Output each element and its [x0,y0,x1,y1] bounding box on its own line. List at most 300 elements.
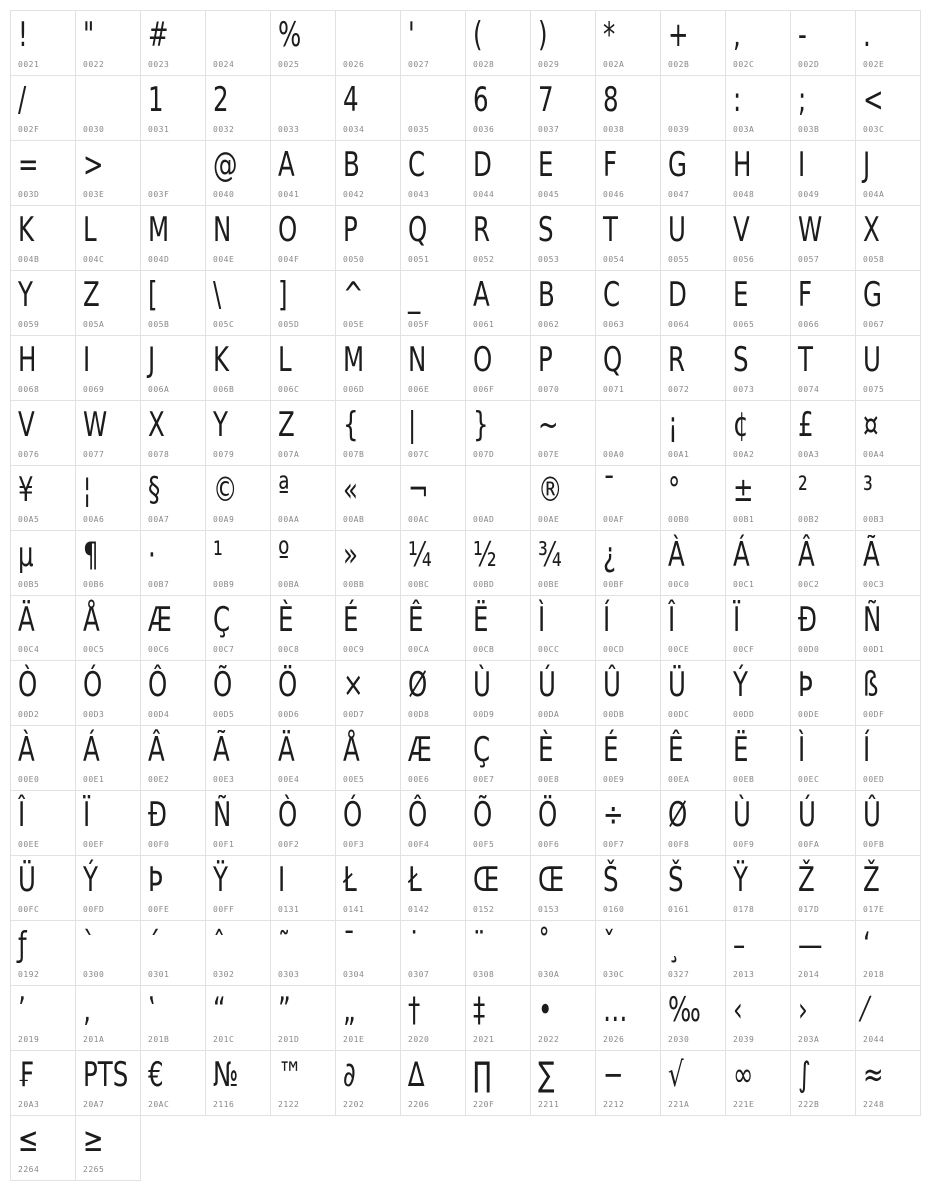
glyph-cell [10,270,76,336]
glyph-code-label: 0022 [83,60,105,69]
glyph-cell [465,855,531,921]
glyph-cell [400,985,466,1051]
glyph-code-label: 2018 [863,970,885,979]
glyph-code-label: 00D3 [83,710,105,719]
glyph-character: Ù [473,665,491,705]
glyph-cell [465,920,531,986]
glyph-cell [660,985,726,1051]
glyph-character: ³ [863,470,873,510]
glyph-character: O [473,340,493,380]
glyph-cell [595,725,661,791]
glyph-character: Ê [668,730,684,770]
glyph-character: ‛ [148,990,156,1030]
glyph-character: × [343,665,364,705]
glyph-cell [400,530,466,596]
glyph-character: ⁄ [863,990,868,1030]
glyph-code-label: 00C3 [863,580,885,589]
glyph-code-label: 20AC [148,1100,170,1109]
glyph-cell [595,530,661,596]
glyph-cell [75,335,141,401]
glyph-cell [725,10,791,76]
glyph-cell [725,920,791,986]
glyph-code-label: 0043 [408,190,430,199]
glyph-character: Þ [148,860,163,900]
glyph-cell [595,855,661,921]
glyph-code-label: 220F [473,1100,495,1109]
glyph-character: Å [83,600,100,640]
glyph-cell [270,660,336,726]
glyph-character: D [473,145,492,185]
glyph-cell [205,790,271,856]
glyph-cell [855,400,921,466]
glyph-cell [10,400,76,466]
glyph-character: V [18,405,35,445]
glyph-character: ¢ [733,405,749,445]
glyph-character: % [278,15,302,55]
glyph-character: ¹ [213,535,223,575]
glyph-code-label: 002C [733,60,755,69]
glyph-character: J [148,340,156,380]
glyph-code-label: 003D [18,190,40,199]
glyph-character: ÷ [603,795,624,835]
glyph-character: U [668,210,686,250]
glyph-character: Œ [473,860,500,900]
glyph-cell [10,205,76,271]
glyph-character: ¶ [83,535,99,575]
glyph-cell [855,660,921,726]
glyph-character: 8 [603,80,619,120]
glyph-code-label: 0039 [668,125,690,134]
glyph-character: Ø [408,665,428,705]
glyph-code-label: 0301 [148,970,170,979]
glyph-cell [205,920,271,986]
glyph-character: ™ [278,1055,303,1095]
glyph-code-label: 0069 [83,385,105,394]
glyph-cell [10,725,76,791]
glyph-character: - [798,15,807,55]
glyph-code-label: 0131 [278,905,300,914]
glyph-cell [465,660,531,726]
glyph-character: } [473,405,489,445]
glyph-cell [205,205,271,271]
glyph-cell [595,75,661,141]
glyph-character: … [603,990,628,1030]
glyph-cell [660,205,726,271]
glyph-cell [465,465,531,531]
glyph-cell [10,530,76,596]
glyph-code-label: 0161 [668,905,690,914]
glyph-code-label: 0076 [18,450,40,459]
glyph-character: ª [278,470,290,510]
glyph-character: — [798,925,823,965]
glyph-code-label: 00A2 [733,450,755,459]
glyph-code-label: 003C [863,125,885,134]
glyph-cell [75,790,141,856]
glyph-cell [270,270,336,336]
glyph-code-label: 00A4 [863,450,885,459]
glyph-code-label: 0067 [863,320,885,329]
glyph-code-label: 00F6 [538,840,560,849]
glyph-cell [10,855,76,921]
glyph-code-label: 00DF [863,710,885,719]
glyph-code-label: 00AD [473,515,495,524]
glyph-code-label: 005A [83,320,105,329]
glyph-cell [595,790,661,856]
glyph-code-label: 0308 [473,970,495,979]
glyph-character: ƒ [18,925,27,965]
glyph-code-label: 00AF [603,515,625,524]
glyph-character: Z [83,275,100,315]
glyph-cell [335,75,401,141]
glyph-code-label: 005B [148,320,170,329]
glyph-character: V [733,210,750,250]
glyph-cell [270,1050,336,1116]
glyph-cell [660,1050,726,1116]
glyph-code-label: 00B6 [83,580,105,589]
glyph-code-label: 00DB [603,710,625,719]
glyph-cell [270,10,336,76]
glyph-code-label: 0070 [538,385,560,394]
glyph-code-label: 003F [148,190,170,199]
glyph-cell [530,855,596,921]
glyph-character: Ó [83,665,103,705]
glyph-character: Î [18,795,26,835]
glyph-cell [595,10,661,76]
glyph-code-label: 00BF [603,580,625,589]
glyph-cell [725,985,791,1051]
glyph-character: Ð [798,600,817,640]
glyph-cell [465,790,531,856]
glyph-character: · [148,535,156,575]
glyph-cell [205,400,271,466]
glyph-cell [465,75,531,141]
glyph-character: L [278,340,292,380]
glyph-code-label: 0026 [343,60,365,69]
glyph-cell [400,790,466,856]
glyph-character: Ç [473,730,491,770]
glyph-cell [660,790,726,856]
glyph-code-label: 030A [538,970,560,979]
glyph-character: N [213,210,232,250]
glyph-character: Î [668,600,676,640]
glyph-code-label: 00CC [538,645,560,654]
glyph-character: 6 [473,80,489,120]
glyph-code-label: 0021 [18,60,40,69]
glyph-character: F [798,275,813,315]
glyph-cell [205,10,271,76]
glyph-cell [725,400,791,466]
glyph-cell [205,595,271,661]
glyph-character: É [343,600,359,640]
glyph-character: M [148,210,170,250]
glyph-code-label: 2248 [863,1100,885,1109]
glyph-code-label: 00D5 [213,710,235,719]
glyph-code-label: 00CE [668,645,690,654]
glyph-code-label: 006F [473,385,495,394]
glyph-cell [400,10,466,76]
glyph-code-label: 00B5 [18,580,40,589]
glyph-cell [790,1050,856,1116]
glyph-cell [595,140,661,206]
glyph-character: ˚ [538,925,551,965]
glyph-character: Ž [798,860,815,900]
glyph-grid [10,10,920,1180]
glyph-code-label: 00EB [733,775,755,784]
glyph-cell [335,530,401,596]
glyph-code-label: 0073 [733,385,755,394]
glyph-cell [595,920,661,986]
glyph-cell [10,920,76,986]
glyph-cell [75,140,141,206]
glyph-character: Ý [83,860,98,900]
glyph-code-label: 2264 [18,1165,40,1174]
glyph-code-label: 00D4 [148,710,170,719]
glyph-character: S [733,340,749,380]
glyph-character: Ú [538,665,556,705]
glyph-code-label: 00E5 [343,775,365,784]
glyph-character: Ü [668,665,686,705]
glyph-cell [660,10,726,76]
glyph-cell [140,400,206,466]
glyph-cell [335,725,401,791]
glyph-code-label: 00D2 [18,710,40,719]
glyph-character: ] [278,275,288,315]
glyph-cell [140,335,206,401]
glyph-code-label: 0064 [668,320,690,329]
glyph-cell [465,595,531,661]
glyph-code-label: 003A [733,125,755,134]
glyph-code-label: 0327 [668,970,690,979]
glyph-code-label: 00E8 [538,775,560,784]
glyph-character: Â [148,730,165,770]
glyph-cell [660,920,726,986]
glyph-character: R [668,340,686,380]
glyph-cell [205,660,271,726]
glyph-cell [660,595,726,661]
glyph-cell [465,1050,531,1116]
glyph-code-label: 0052 [473,255,495,264]
glyph-code-label: 004A [863,190,885,199]
glyph-code-label: 2044 [863,1035,885,1044]
glyph-cell [335,205,401,271]
glyph-code-label: 00FC [18,905,40,914]
glyph-cell [205,140,271,206]
glyph-character: Ø [668,795,688,835]
glyph-code-label: 00A9 [213,515,235,524]
glyph-code-label: 00DC [668,710,690,719]
glyph-cell [10,10,76,76]
glyph-character: J [863,145,871,185]
glyph-cell [400,660,466,726]
glyph-character: | [408,405,417,445]
glyph-cell [205,270,271,336]
glyph-character: ˆ [213,925,226,965]
glyph-character: ¡ [668,405,678,445]
glyph-cell [270,985,336,1051]
glyph-character: = [18,145,39,185]
glyph-cell [855,465,921,531]
glyph-character: Ë [733,730,749,770]
glyph-code-label: 0055 [668,255,690,264]
glyph-code-label: 2206 [408,1100,430,1109]
glyph-character: – [733,925,746,965]
glyph-code-label: 2020 [408,1035,430,1044]
glyph-code-label: 0152 [473,905,495,914]
glyph-code-label: 00BC [408,580,430,589]
glyph-code-label: 201B [148,1035,170,1044]
glyph-code-label: 0046 [603,190,625,199]
glyph-code-label: 0072 [668,385,690,394]
glyph-code-label: 00E4 [278,775,300,784]
glyph-code-label: 0300 [83,970,105,979]
glyph-character: . [863,15,871,55]
glyph-character: ¸ [668,925,681,965]
glyph-character: C [408,145,426,185]
glyph-cell [270,725,336,791]
glyph-cell [335,920,401,986]
glyph-cell [140,140,206,206]
glyph-code-label: 00F4 [408,840,430,849]
glyph-character: F [603,145,618,185]
glyph-character: ‡ [473,990,486,1030]
glyph-code-label: 00F2 [278,840,300,849]
glyph-cell [75,75,141,141]
glyph-cell [335,465,401,531]
glyph-cell [725,465,791,531]
glyph-code-label: 0025 [278,60,300,69]
glyph-code-label: 0178 [733,905,755,914]
glyph-code-label: 0053 [538,255,560,264]
glyph-code-label: 0036 [473,125,495,134]
glyph-character: № [213,1055,239,1095]
glyph-cell [855,725,921,791]
glyph-code-label: 00FB [863,840,885,849]
glyph-code-label: 004D [148,255,170,264]
glyph-character: Y [213,405,228,445]
glyph-character: Á [83,730,100,770]
glyph-character: ° [668,470,681,510]
glyph-character: ® [538,470,563,510]
glyph-character: + [668,15,689,55]
glyph-code-label: 00D9 [473,710,495,719]
glyph-character: Ò [18,665,38,705]
glyph-character: L [83,210,97,250]
glyph-character: Í [603,600,611,640]
glyph-code-label: 0048 [733,190,755,199]
glyph-code-label: 2116 [213,1100,235,1109]
glyph-cell [530,205,596,271]
glyph-cell [725,855,791,921]
glyph-cell [75,205,141,271]
glyph-code-label: 203A [798,1035,820,1044]
glyph-character: Þ [798,665,813,705]
glyph-character: ½ [473,535,497,575]
glyph-code-label: 0049 [798,190,820,199]
glyph-code-label: 00CD [603,645,625,654]
glyph-code-label: 00EC [798,775,820,784]
glyph-character: Á [733,535,750,575]
glyph-character: ≥ [83,1120,104,1160]
glyph-cell [790,10,856,76]
glyph-code-label: 017D [798,905,820,914]
glyph-code-label: 00D7 [343,710,365,719]
glyph-code-label: 2211 [538,1100,560,1109]
glyph-cell [530,595,596,661]
glyph-character: ! [18,15,28,55]
glyph-code-label: 0304 [343,970,365,979]
glyph-code-label: 0050 [343,255,365,264]
glyph-character: B [343,145,360,185]
glyph-cell [400,140,466,206]
glyph-code-label: 00F1 [213,840,235,849]
glyph-cell [10,660,76,726]
glyph-cell [335,790,401,856]
glyph-cell [205,985,271,1051]
glyph-character: Y [18,275,33,315]
glyph-code-label: 0079 [213,450,235,459]
glyph-cell [140,920,206,986]
glyph-character: Ù [733,795,751,835]
glyph-character: √ [668,1055,684,1095]
glyph-cell [75,725,141,791]
glyph-character: X [863,210,880,250]
glyph-code-label: 00DD [733,710,755,719]
glyph-cell [790,335,856,401]
glyph-character: Š [603,860,619,900]
glyph-character: * [603,15,616,55]
glyph-cell [725,595,791,661]
glyph-character: † [408,990,421,1030]
glyph-code-label: 00A1 [668,450,690,459]
glyph-cell [530,10,596,76]
glyph-code-label: 004F [278,255,300,264]
glyph-cell [140,660,206,726]
glyph-character: I [798,145,806,185]
glyph-cell [205,855,271,921]
glyph-cell [10,1050,76,1116]
glyph-character: « [343,470,358,510]
glyph-code-label: 00FD [83,905,105,914]
glyph-character: < [863,80,884,120]
glyph-character: 1 [148,80,164,120]
glyph-cell [790,140,856,206]
glyph-code-label: 00C1 [733,580,755,589]
glyph-character: O [278,210,298,250]
glyph-cell [205,1050,271,1116]
glyph-character: Ï [83,795,91,835]
glyph-character: 2 [213,80,229,120]
glyph-cell [660,75,726,141]
glyph-character: „ [343,990,356,1030]
glyph-character: Œ [538,860,565,900]
glyph-character: I [83,340,91,380]
glyph-character: C [603,275,621,315]
glyph-code-label: 0160 [603,905,625,914]
glyph-character: K [18,210,35,250]
glyph-cell [855,10,921,76]
glyph-code-label: 0051 [408,255,430,264]
glyph-code-label: 00F8 [668,840,690,849]
glyph-code-label: 0035 [408,125,430,134]
glyph-cell [660,335,726,401]
glyph-character: ’ [18,990,26,1030]
glyph-cell [205,75,271,141]
glyph-code-label: 006B [213,385,235,394]
glyph-code-label: 0023 [148,60,170,69]
glyph-cell [530,790,596,856]
glyph-character: Ò [278,795,298,835]
glyph-character: ^ [343,275,364,315]
